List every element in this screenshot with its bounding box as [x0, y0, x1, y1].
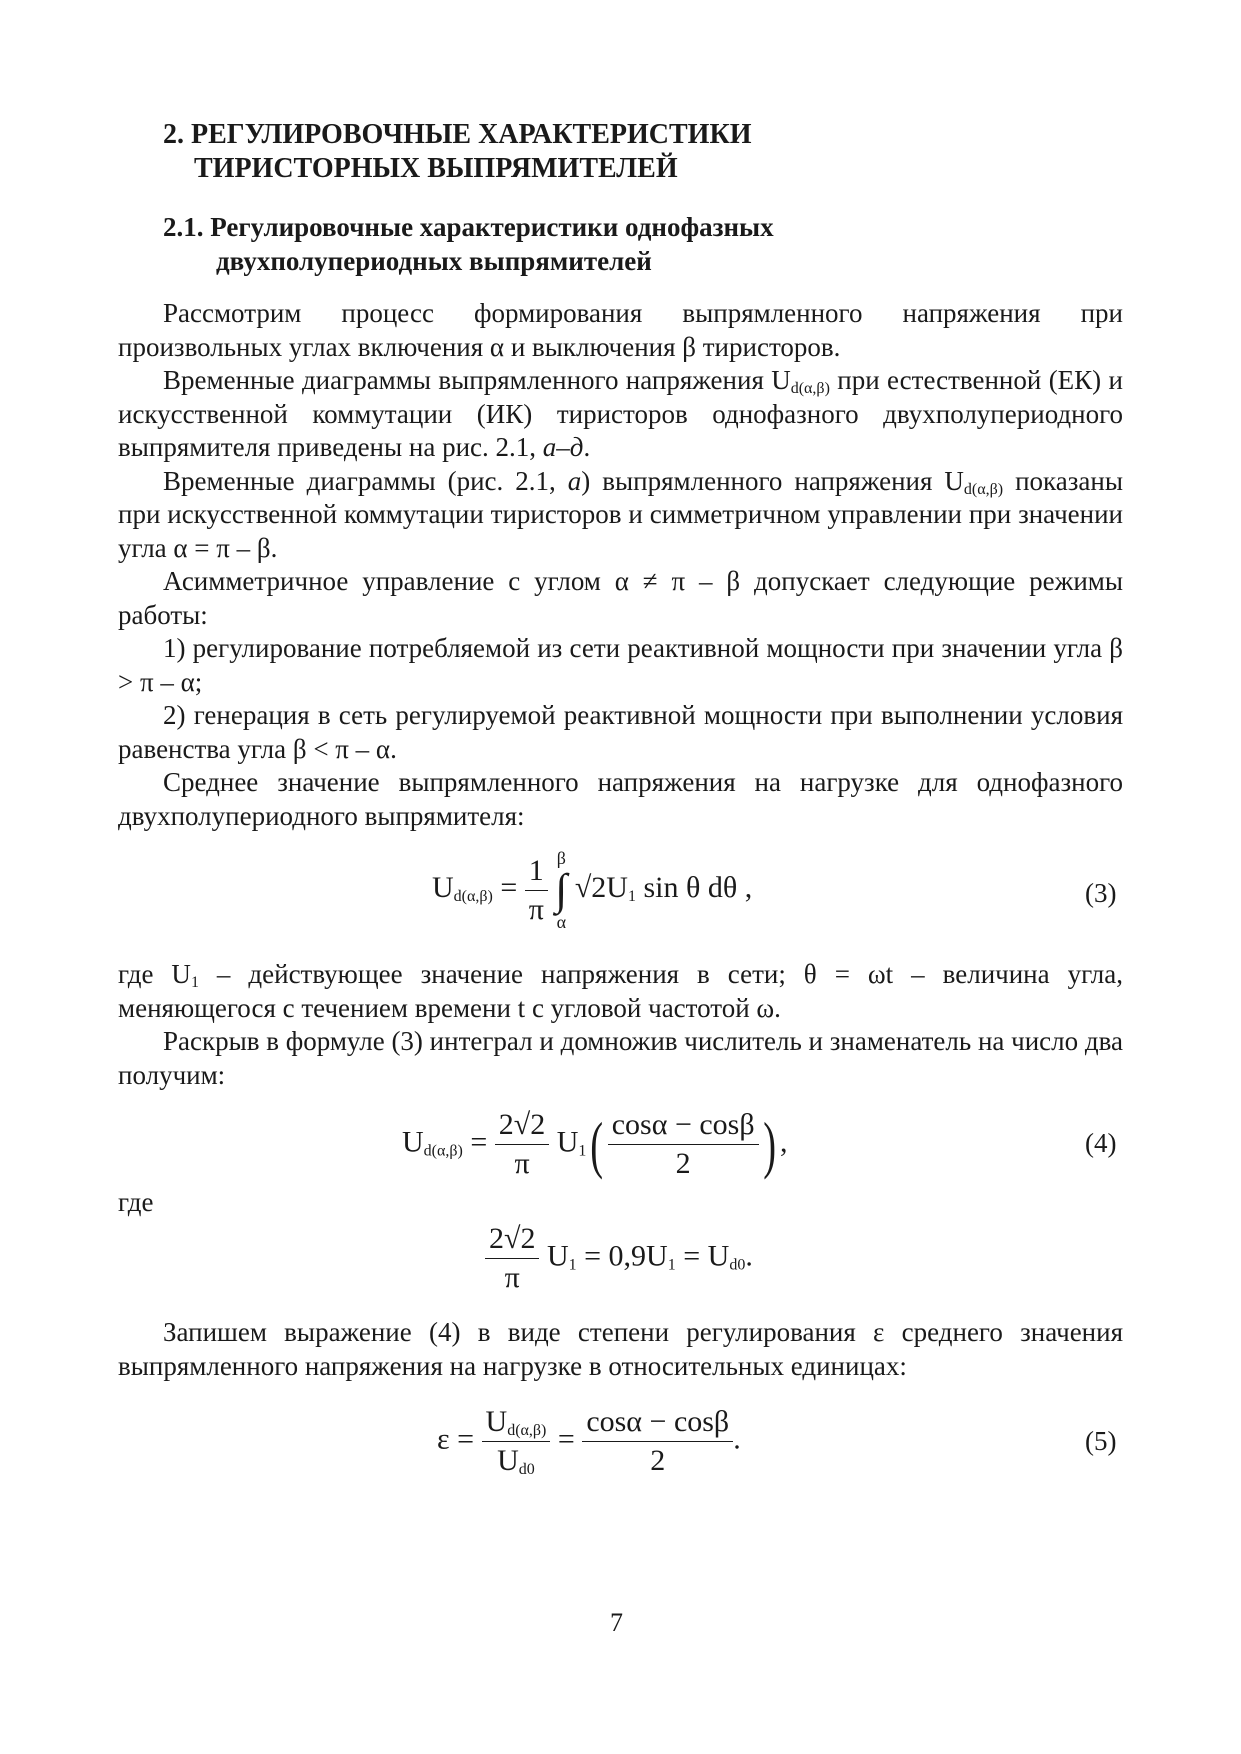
- equation-ud0: $\frac{2√2}{\pi}$ $U_1 = 0,9U_1 = U_{d0}$.: [485, 1222, 753, 1295]
- paragraph: Временные диаграммы выпрямленного напряжения $U_{d(\alpha,\beta)}$ при естественной (ЕК) и искусственной коммутации (ИК) тиристоров однофазного двухполупериодного выпрямителя приведены на рис. 2.1, а–д.: [118, 365, 1123, 462]
- chapter-heading: [163, 118, 752, 186]
- body-text-top: [118, 297, 1123, 833]
- body-text-where: [118, 1186, 1123, 1220]
- paragraph: Среднее значение выпрямленного напряжения на нагрузке для однофазного двухполупериодного выпрямителя:: [118, 767, 1123, 831]
- chapter-heading-line2: ТИРИСТОРНЫХ ВЫПРЯМИТЕЛЕЙ: [194, 153, 678, 184]
- paragraph: Запишем выражение (4) в виде степени регулирования ε среднего значения выпрямленного напряжения на нагрузке в относительных единицах:: [118, 1317, 1123, 1381]
- paragraph: Асимметричное управление с углом α ≠ π – β допускает следующие режимы работы:: [118, 566, 1123, 630]
- equation-3-number: (3): [1085, 878, 1117, 908]
- section-heading-line1: 2.1. Регулировочные характеристики однофазных: [163, 212, 774, 242]
- equation-4: $U_{d(\alpha,\beta)}$ = $\frac{2√2}{\pi}$ $U_1$( $\frac{\cos\alpha - \cos\beta}{2}$ ) ,: [402, 1108, 788, 1180]
- section-heading-line2: двухполупериодных выпрямителей: [216, 246, 652, 276]
- body-text-bottom: [118, 1316, 1123, 1383]
- paragraph: 1) регулирование потребляемой из сети реактивной мощности при значении угла β > π – α;: [118, 633, 1123, 697]
- section-heading: [163, 210, 774, 278]
- paragraph: Раскрыв в формуле (3) интеграл и домножив числитель и знаменатель на число два получим:: [118, 1026, 1123, 1090]
- paragraph: где $U_1$ – действующее значение напряжения в сети; θ = ωt – величина угла, меняющегося с течением времени t с угловой частотой ω.: [118, 959, 1123, 1023]
- page-number: 7: [610, 1608, 623, 1637]
- body-text-middle: [118, 958, 1123, 1092]
- equation-5: ε = $\frac{U_{d(\alpha,\beta)}}{U_{d0}}$ = $\frac{\cos\alpha - \cos\beta}{2}$ .: [437, 1405, 741, 1478]
- paragraph: где: [118, 1187, 154, 1217]
- chapter-heading-line1: 2. РЕГУЛИРОВОЧНЫЕ ХАРАКТЕРИСТИКИ: [163, 119, 752, 150]
- paragraph: Рассмотрим процесс формирования выпрямленного напряжения при произвольных углах включения α и выключения β тиристоров.: [118, 298, 1123, 362]
- paragraph: 2) генерация в сеть регулируемой реактивной мощности при выполнении условия равенства угла β < π – α.: [118, 700, 1123, 764]
- equation-3: $U_{d(\alpha,\beta)}$ = $\frac{1}{\pi}$ β ∫ α $√2U_1$ sin θ dθ ,: [432, 848, 753, 932]
- paragraph: Временные диаграммы (рис. 2.1, а) выпрямленного напряжения $U_{d(\alpha,\beta)}$ показаны при искусственной коммутации тиристоров и симметричном управлении при значении угла α = π – β.: [118, 465, 1123, 563]
- equation-5-number: (5): [1085, 1426, 1117, 1456]
- equation-4-number: (4): [1085, 1128, 1117, 1158]
